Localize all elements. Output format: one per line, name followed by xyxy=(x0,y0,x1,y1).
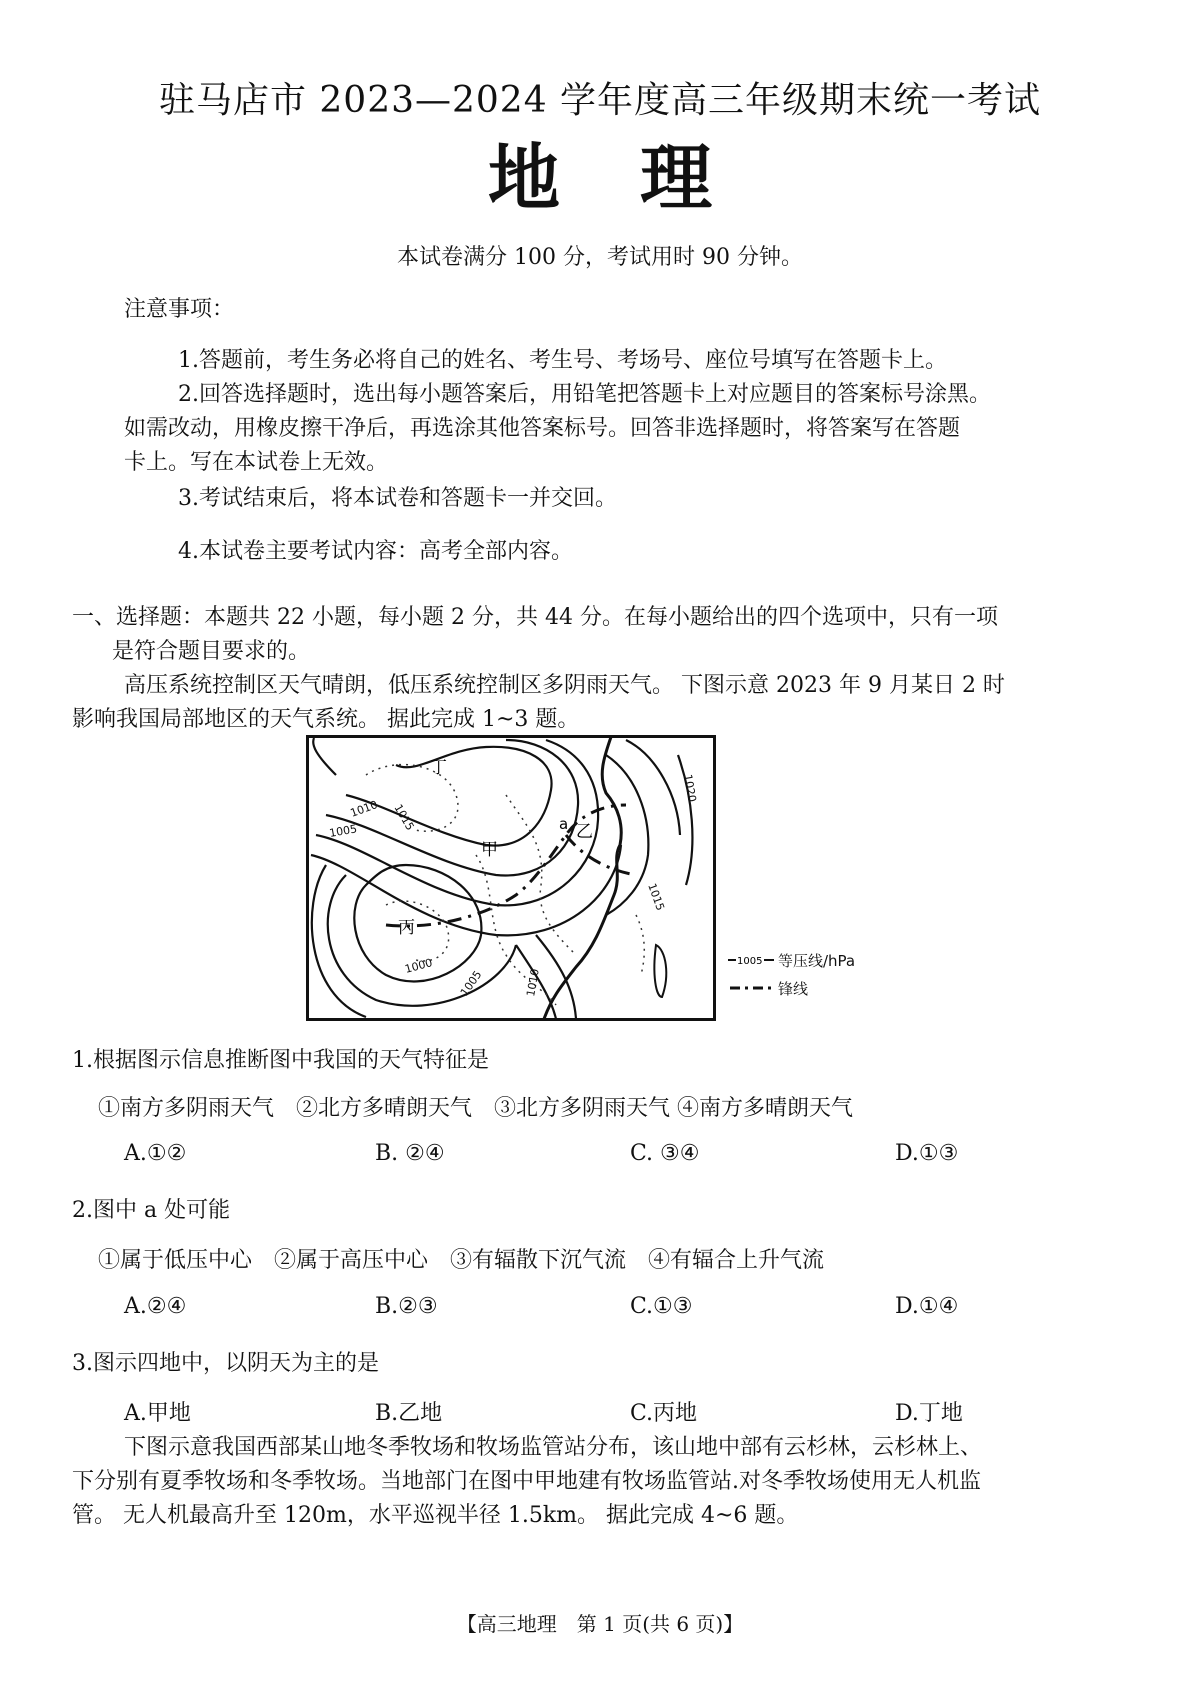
legend-front-label: 锋线 xyxy=(778,979,809,998)
label-yi: 乙 xyxy=(576,822,593,842)
isobar-label: 1005 xyxy=(457,968,485,999)
q1-items: ①南方多阴雨天气 ②北方多晴朗天气 ③北方多阴雨天气 ④南方多晴朗天气 xyxy=(98,1096,853,1121)
q2-option-a: A.②④ xyxy=(124,1294,187,1319)
front-legend-swatch xyxy=(728,980,774,996)
label-jia: 甲 xyxy=(481,840,498,860)
isobar-label: 1010 xyxy=(348,798,380,820)
weather-map xyxy=(306,735,716,1021)
exam-title: 驻马店市 2023—2024 学年度高三年级期末统一考试 xyxy=(158,80,1042,121)
subject-title: 地理 xyxy=(487,135,792,220)
q1-stem: 1.根据图示信息推断图中我国的天气特征是 xyxy=(72,1048,489,1073)
q1-option-c: C. ③④ xyxy=(630,1141,700,1166)
label-bing: 丙 xyxy=(398,918,415,938)
q2-option-b: B.②③ xyxy=(375,1294,438,1319)
notes-heading: 注意事项： xyxy=(124,297,235,322)
isobar-label: 1000 xyxy=(403,956,434,976)
q2-items: ①属于低压中心 ②属于高压中心 ③有辐散下沉气流 ④有辐合上升气流 xyxy=(98,1248,825,1273)
isobar-legend-swatch xyxy=(728,952,774,968)
q1-option-a: A.①② xyxy=(124,1141,187,1166)
q3-option-d: D.丁地 xyxy=(895,1401,963,1426)
passage-1-line-a: 高压系统控制区天气晴朗，低压系统控制区多阴雨天气。 下图示意 2023 年 9 月某日 2 时 xyxy=(124,673,1005,698)
isobar-label: 1020 xyxy=(681,773,699,804)
isobar-label: 1015 xyxy=(645,881,667,913)
q1-option-b: B. ②④ xyxy=(375,1141,445,1166)
q3-option-a: A.甲地 xyxy=(124,1401,191,1426)
legend-isobar-label: 等压线/hPa xyxy=(778,951,856,970)
passage-2-line-a: 下图示意我国西部某山地冬季牧场和牧场监管站分布，该山地中部有云杉林，云杉林上、 xyxy=(124,1435,983,1460)
page-footer: 【高三地理 第 1 页(共 6 页)】 xyxy=(456,1612,744,1636)
q3-stem: 3.图示四地中，以阴天为主的是 xyxy=(72,1351,379,1376)
section-1-line-a: 一、选择题：本题共 22 小题，每小题 2 分，共 44 分。在每小题给出的四个选项中，只有一项 xyxy=(72,605,998,630)
isobar-label: 1015 xyxy=(391,802,417,833)
section-1-line-b: 是符合题目要求的。 xyxy=(112,639,311,664)
legend-isobar-sample: 1005 xyxy=(737,956,763,967)
score-note: 本试卷满分 100 分，考试用时 90 分钟。 xyxy=(397,245,803,270)
isobar-label: 1010 xyxy=(524,967,542,998)
q3-option-b: B.乙地 xyxy=(375,1401,443,1426)
note-line-4: 4.本试卷主要考试内容：高考全部内容。 xyxy=(178,539,573,564)
note-line-3: 3.考试结束后，将本试卷和答题卡一并交回。 xyxy=(178,486,617,511)
legend-isobar xyxy=(728,946,855,974)
passage-2-line-b: 下分别有夏季牧场和冬季牧场。当地部门在图中甲地建有牧场监管站.对冬季牧场使用无人机监 xyxy=(72,1469,981,1494)
legend-front xyxy=(728,974,855,1002)
note-line-2c: 卡上。写在本试卷上无效。 xyxy=(124,450,389,475)
note-line-2b: 如需改动，用橡皮擦干净后，再选涂其他答案标号。回答非选择题时，将答案写在答题 xyxy=(124,416,961,441)
q2-stem: 2.图中 a 处可能 xyxy=(72,1198,231,1223)
q1-option-d: D.①③ xyxy=(895,1141,959,1166)
map-frame xyxy=(308,737,715,1020)
label-a: a xyxy=(559,815,569,833)
q2-option-c: C.①③ xyxy=(630,1294,693,1319)
note-line-2a: 2.回答选择题时，选出每小题答案后，用铅笔把答题卡上对应题目的答案标号涂黑。 xyxy=(178,382,991,407)
note-line-1: 1.答题前，考生务必将自己的姓名、考生号、考场号、座位号填写在答题卡上。 xyxy=(178,348,947,373)
map-legend xyxy=(728,946,855,1002)
passage-2-line-c: 管。 无人机最高升至 120m，水平巡视半径 1.5km。 据此完成 4~6 题。 xyxy=(72,1503,799,1528)
label-ding: 丁 xyxy=(430,758,447,778)
q2-option-d: D.①④ xyxy=(895,1294,959,1319)
isobar-label: 1005 xyxy=(328,822,359,840)
passage-1-line-b: 影响我国局部地区的天气系统。 据此完成 1~3 题。 xyxy=(72,707,580,732)
q3-option-c: C.丙地 xyxy=(630,1401,698,1426)
